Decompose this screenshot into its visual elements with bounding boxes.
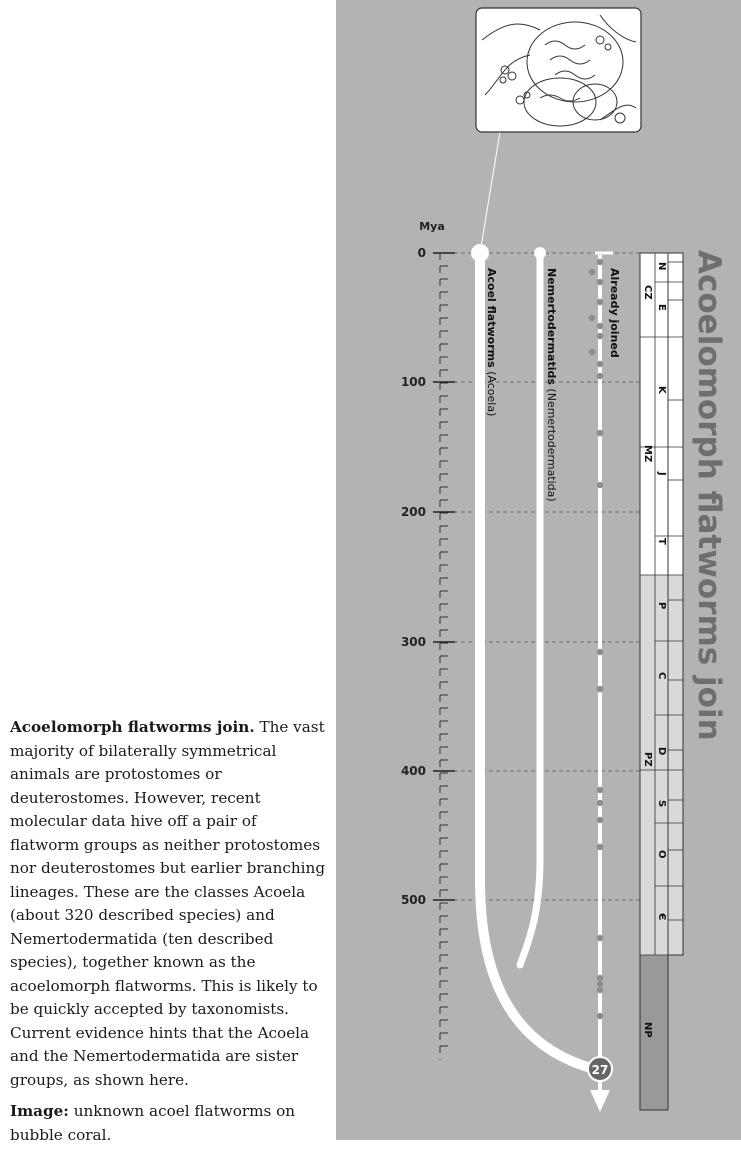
period-label: D <box>656 747 667 756</box>
lineage-dot <box>597 1013 603 1019</box>
geologic-timescale <box>640 253 683 1110</box>
lineage-dot <box>597 981 603 987</box>
lineage-dot <box>589 349 595 355</box>
era-label: NP <box>642 1022 653 1038</box>
period-label: C <box>656 672 667 680</box>
period-label: E <box>656 304 667 311</box>
axis-unit: Mya <box>419 220 445 233</box>
lineage-dot <box>597 935 603 941</box>
arrow-head <box>590 1090 610 1112</box>
time-axis <box>401 220 455 1060</box>
lineage-dot <box>597 787 603 793</box>
image-text: unknown acoel flatworms on bubble coral. <box>10 1102 296 1144</box>
lineage-dot <box>597 975 603 981</box>
lineage-dot <box>597 482 603 488</box>
lineage-dot <box>597 800 603 806</box>
tick-label: 0 <box>417 246 426 260</box>
period-label: S <box>656 800 667 808</box>
lineage-dot <box>597 361 603 367</box>
lineage-dot <box>597 430 603 436</box>
era-label: CZ <box>642 285 653 300</box>
tick-label: 100 <box>400 375 426 389</box>
lineage-dot <box>597 259 603 265</box>
acoel-tip-node <box>471 244 489 262</box>
period-label: O <box>656 850 667 859</box>
lineage-dot <box>597 844 603 850</box>
period-label: J <box>656 472 667 476</box>
tick-label: 400 <box>400 764 426 778</box>
diagram-title: Acoelomorph flatworms join <box>691 250 727 741</box>
tick-label: 500 <box>400 893 426 907</box>
period-label: K <box>656 386 667 394</box>
node-27-label: 27 <box>591 1063 609 1077</box>
period-label: T <box>656 538 667 545</box>
nemertodermatid-lineage-line <box>520 253 540 965</box>
nemertodermatid-tip-node <box>534 247 546 259</box>
caption-heading: Acoelomorph flatworms join. <box>10 718 255 736</box>
lineage-dot <box>597 817 603 823</box>
nemertodermatid-label: Nemertodermatids (Nemertodermatida) <box>545 268 558 502</box>
tick-label: 200 <box>400 505 426 519</box>
era-label: MZ <box>642 445 653 463</box>
lineage-dot <box>597 279 603 285</box>
image-label: Image: <box>10 1102 69 1120</box>
caption-body: The vast majority of bilaterally symmetrical animals are protostomes or deuterostomes. However, recent molecular data hive off a pair of flatworm groups as neither protostomes nor deuterostomes but earlier branching lineages. These are the classes Acoela (about 320 described species) and Nemertodermatida (ten described species), together known as the acoelomorph flatworms. This is likely to be quickly accepted by taxonomists. Current evidence hints that the Acoela and the Nemertodermatida are sister groups, as shown here. <box>10 718 326 1089</box>
lineage-dot <box>589 269 595 275</box>
lineage-dot <box>597 333 603 339</box>
lineage-dot <box>597 299 603 305</box>
lineage-dot <box>597 323 603 329</box>
era-label: PZ <box>642 752 653 767</box>
period-label: N <box>656 262 667 271</box>
tick-label: 300 <box>400 635 426 649</box>
lineage-dot <box>597 686 603 692</box>
lineage-dot <box>597 987 603 993</box>
flatworm-illustration <box>476 8 641 253</box>
lineage-dot <box>597 649 603 655</box>
lineage-dot <box>597 373 603 379</box>
period-label: P <box>656 602 667 610</box>
already-joined-label: Already joined <box>608 268 621 358</box>
period-label: Є <box>656 913 667 921</box>
acoel-label: Acoel flatworms (Acoela) <box>485 268 498 417</box>
lineage-dot <box>589 315 595 321</box>
